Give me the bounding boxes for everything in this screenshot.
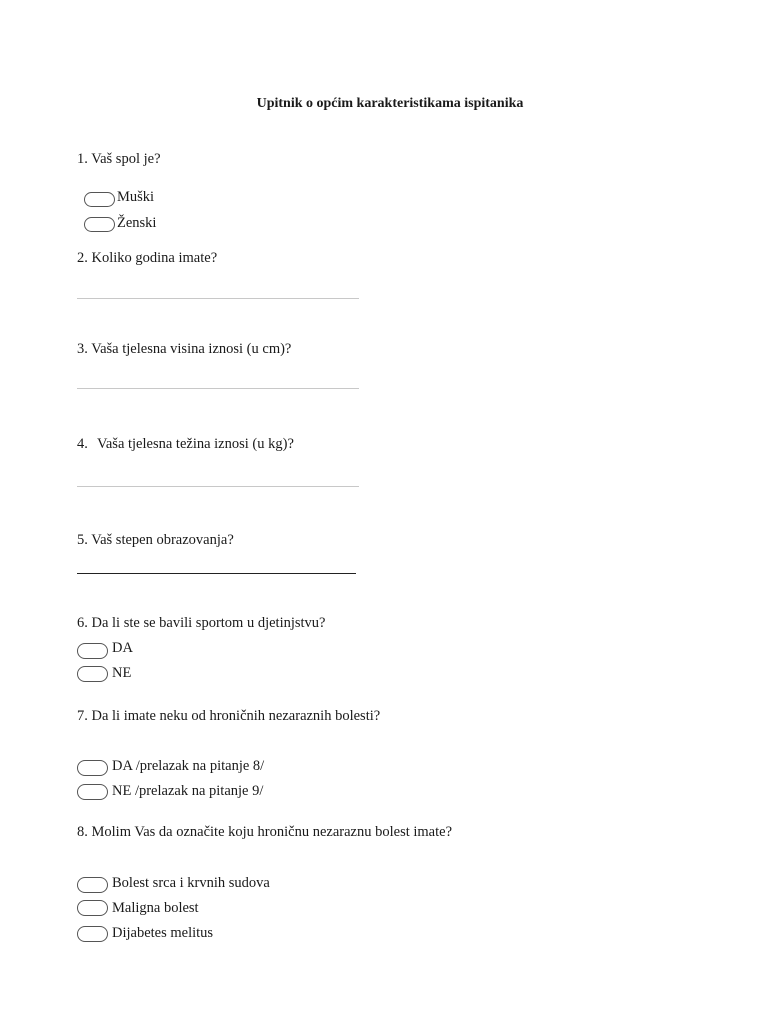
option-radio-sport-yes[interactable]	[77, 643, 108, 659]
question-3: 3. Vaša tjelesna visina iznosi (u cm)?	[77, 341, 292, 357]
option-radio-female[interactable]	[84, 217, 115, 232]
answer-line-height[interactable]	[77, 388, 359, 389]
option-label-chronic-no: NE /prelazak na pitanje 9/	[112, 783, 264, 799]
question-2: 2. Koliko godina imate?	[77, 250, 218, 266]
option-label-male: Muški	[117, 189, 155, 205]
page-title: Upitnik o općim karakteristikama ispitanika	[256, 96, 524, 111]
option-radio-diabetes[interactable]	[77, 926, 108, 942]
option-label-sport-no: NE	[112, 665, 132, 681]
option-label-malignant: Maligna bolest	[112, 900, 199, 916]
option-radio-cardiovascular[interactable]	[77, 877, 108, 893]
option-radio-male[interactable]	[84, 192, 115, 207]
option-label-diabetes: Dijabetes melitus	[112, 925, 214, 941]
question-1: 1. Vaš spol je?	[77, 151, 161, 167]
option-radio-malignant[interactable]	[77, 900, 108, 916]
question-7: 7. Da li imate neku od hroničnih nezaraznih bolesti?	[77, 708, 381, 724]
option-radio-chronic-no[interactable]	[77, 784, 108, 800]
option-label-cardiovascular: Bolest srca i krvnih sudova	[112, 875, 270, 891]
option-label-sport-yes: DA	[112, 640, 133, 656]
question-5: 5. Vaš stepen obrazovanja?	[77, 532, 234, 548]
answer-line-education[interactable]	[77, 573, 356, 574]
question-6: 6. Da li ste se bavili sportom u djetinjstvu?	[77, 615, 326, 631]
option-label-female: Ženski	[117, 215, 157, 231]
question-8: 8. Molim Vas da označite koju hroničnu nezaraznu bolest imate?	[77, 824, 453, 840]
option-radio-chronic-yes[interactable]	[77, 760, 108, 776]
option-radio-sport-no[interactable]	[77, 666, 108, 682]
question-4-number: 4.	[77, 436, 88, 452]
question-4: Vaša tjelesna težina iznosi (u kg)?	[97, 436, 294, 452]
option-label-chronic-yes: DA /prelazak na pitanje 8/	[112, 758, 265, 774]
answer-line-age[interactable]	[77, 298, 359, 299]
answer-line-weight[interactable]	[77, 486, 359, 487]
